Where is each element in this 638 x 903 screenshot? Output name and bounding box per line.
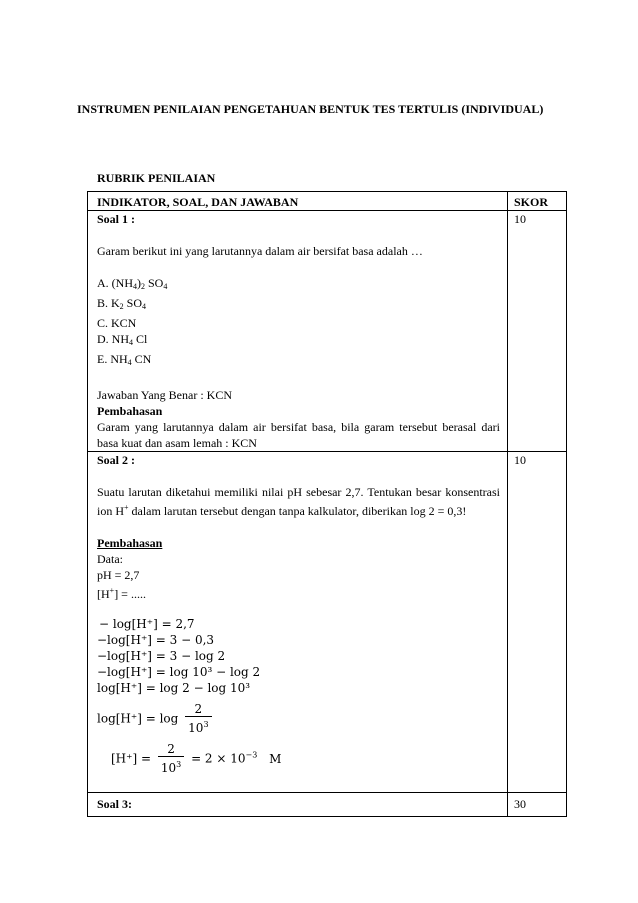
soal-3-label: Soal 3: xyxy=(88,793,508,817)
math-step-7: [H⁺] = $\frac{2}{10^3}$ = $2 \times 10^{-3}$ M xyxy=(111,742,282,775)
math-step-4: −log[H⁺] = log 10³ − log 2 xyxy=(97,665,261,679)
soal-1-label: Soal 1 : xyxy=(97,212,136,226)
rubric-heading: RUBRIK PENILAIAN xyxy=(97,171,216,185)
data-label: Data: xyxy=(97,552,123,566)
header-score: SKOR xyxy=(508,192,567,211)
soal-2-explanation-label: Pembahasan xyxy=(97,536,163,550)
table-row xyxy=(88,211,567,452)
header-indicator: INDIKATOR, SOAL, DAN JAWABAN xyxy=(88,192,508,211)
math-step-6: log[H⁺] = log $\frac{2}{10^3}$ xyxy=(97,702,500,736)
option-a: A. $(NH_4)_2$ $SO_4$ xyxy=(97,276,168,291)
soal-2-label: Soal 2 : xyxy=(97,453,136,467)
ph-line: pH = 2,7 xyxy=(97,568,140,582)
math-step-1: − log[H⁺] = 2,7 xyxy=(99,617,195,631)
soal-1-explanation-label: Pembahasan xyxy=(97,404,163,418)
soal-1-question: Garam berikut ini yang larutannya dalam air bersifat basa adalah … xyxy=(97,244,423,258)
option-c: C. KCN xyxy=(97,316,137,330)
option-e: E. $NH_4$ CN xyxy=(97,352,152,367)
h-line: [H+] = ..... xyxy=(97,586,146,601)
table-header-row xyxy=(88,192,567,211)
math-step-2: −log[H⁺] = 3 − 0,3 xyxy=(97,633,215,647)
soal-1-score: 10 xyxy=(508,211,567,452)
math-derivation xyxy=(97,616,500,776)
soal-1-answer: Jawaban Yang Benar : KCN xyxy=(97,388,232,402)
table-row xyxy=(88,452,567,793)
rubric-table xyxy=(87,191,567,817)
soal-2-score: 10 xyxy=(508,452,567,793)
option-d: D. $NH_4$ Cl xyxy=(97,332,148,347)
soal-2-cell xyxy=(88,452,508,793)
soal-2-question: Suatu larutan diketahui memiliki nilai pH sebesar 2,7. Tentukan besar konsentrasi ion H+ dalam larutan tersebut dengan tanpa kalkulator, diberikan log 2 = 0,3! xyxy=(97,485,500,518)
option-b: B. $K_2$ $SO_4$ xyxy=(97,296,147,311)
table-row xyxy=(88,793,567,817)
math-step-5: log[H⁺] = log 2 − log 10³ xyxy=(97,681,251,695)
soal-1-explanation: Garam yang larutannya dalam air bersifat basa, bila garam tersebut berasal dari basa kuat dan asam lemah : KCN xyxy=(97,420,500,450)
document-title: INSTRUMEN PENILAIAN PENGETAHUAN BENTUK TES TERTULIS (INDIVIDUAL) xyxy=(77,102,544,116)
soal-1-cell xyxy=(88,211,508,452)
soal-3-score: 30 xyxy=(508,793,567,817)
math-step-3: −log[H⁺] = 3 − log 2 xyxy=(97,649,226,663)
